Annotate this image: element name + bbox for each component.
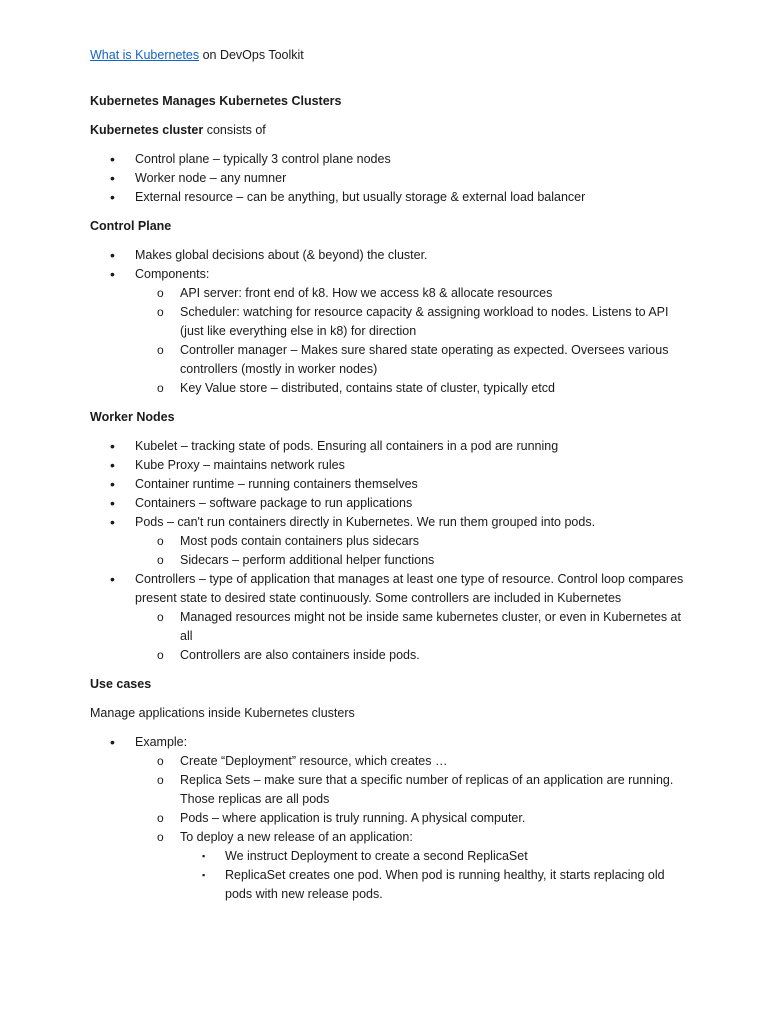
circle-marker: o — [157, 534, 164, 548]
circle-marker: o — [157, 773, 164, 787]
list-item: o Scheduler: watching for resource capacity & assigning workload to nodes. Listens to API (just like everything else in k8) for direction — [157, 305, 669, 338]
list-item: o To deploy a new release of an application: ▪ We instruct Deployment to create a second ReplicaSet ▪ ReplicaSet creates one pod. When pod is running healthy, it starts replacing old pods with new release pods. — [90, 828, 688, 904]
circle-marker: o — [157, 754, 164, 768]
list-item: • Makes global decisions about (& beyond) the cluster. — [110, 247, 428, 263]
bullet-marker: • — [110, 189, 115, 205]
use-cases-list — [90, 733, 688, 904]
header-suffix: on DevOps Toolkit — [199, 48, 304, 62]
bullet-marker: • — [110, 266, 115, 282]
bullet-marker: • — [110, 571, 115, 587]
list-item: o Create “Deployment” resource, which creates … — [90, 752, 688, 771]
list-item: ▪ ReplicaSet creates one pod. When pod is running healthy, it starts replacing old pods with new release pods. — [202, 868, 665, 901]
use-cases-intro: Manage applications inside Kubernetes clusters — [90, 706, 355, 720]
circle-marker: o — [157, 648, 164, 662]
example-sublist — [90, 752, 688, 904]
worker-nodes-list — [90, 437, 688, 665]
bullet-marker: • — [110, 151, 115, 167]
list-item: • Worker node – any numner — [110, 170, 287, 186]
bullet-marker: • — [110, 457, 115, 473]
list-item: • Kubelet – tracking state of pods. Ensuring all containers in a pod are running — [110, 438, 559, 454]
list-item: • External resource – can be anything, but usually storage & external load balancer — [110, 189, 586, 205]
components-sublist — [90, 284, 688, 398]
control-plane-list — [90, 246, 688, 398]
list-item: • Components: o API server: front end of k8. How we access k8 & allocate resources o Scheduler: watching for resource capacity & assigning workload to nodes. Listens to API (just like everything else in k8) for direction o Controller manager – Makes sure shared state operating as expected. Oversees various controllers (mostly in worker nodes) o Key Value store – distributed, contains state of cluster, typically etcd — [90, 265, 688, 398]
bullet-marker: • — [110, 476, 115, 492]
list-item: o Managed resources might not be inside same kubernetes cluster, or even in Kubernetes at all — [157, 610, 681, 643]
circle-marker: o — [157, 286, 164, 300]
list-item: o API server: front end of k8. How we access k8 & allocate resources — [90, 284, 688, 303]
cluster-list — [90, 150, 688, 207]
cluster-intro — [90, 121, 688, 140]
list-item: • Kube Proxy – maintains network rules — [110, 457, 345, 473]
list-item: ▪ We instruct Deployment to create a second ReplicaSet — [90, 847, 688, 866]
bullet-marker: • — [110, 734, 115, 750]
list-item: • Example: o Create “Deployment” resource, which creates … o Replica Sets – make sure that a specific number of replicas of an application are running. Those replicas are all pods o Pods – where application is truly running. A physical computer. o To deploy a new release of an application: ▪ We instruct Deployment to create a second ReplicaSet ▪ ReplicaSet creates one pod. When pod is running healthy, it starts replacing old pods with new release pods. — [90, 733, 688, 904]
cluster-intro-bold: Kubernetes cluster — [90, 123, 204, 137]
what-is-kubernetes-link[interactable]: What is Kubernetes — [90, 48, 200, 62]
list-item: o Controller manager – Makes sure shared state operating as expected. Oversees various controllers (mostly in worker nodes) — [157, 343, 669, 376]
list-item: • Controllers – type of application that manages at least one type of resource. Control loop compares present state to desired state continuously. Some controllers are included in Kubernetes o Managed resources might not be inside same kubernetes cluster, or even in Kubernetes at all o Controllers are also containers inside pods. — [90, 570, 688, 665]
bullet-marker: • — [110, 514, 115, 530]
circle-marker: o — [157, 811, 164, 825]
list-item: • Container runtime – running containers themselves — [110, 476, 418, 492]
list-item: o Key Value store – distributed, contains state of cluster, typically etcd — [90, 379, 688, 398]
section-title: Kubernetes Manages Kubernetes Clusters — [90, 94, 342, 108]
list-item: o Sidecars – perform additional helper functions — [90, 551, 688, 570]
square-marker: ▪ — [202, 870, 206, 880]
circle-marker: o — [157, 305, 164, 319]
circle-marker: o — [157, 610, 164, 624]
bullet-marker: • — [110, 495, 115, 511]
square-marker: ▪ — [202, 851, 206, 861]
cluster-intro-rest: consists of — [203, 123, 266, 137]
circle-marker: o — [157, 381, 164, 395]
circle-marker: o — [157, 553, 164, 567]
use-cases-heading: Use cases — [90, 677, 152, 691]
list-item: o Most pods contain containers plus sidecars — [90, 532, 688, 551]
circle-marker: o — [157, 830, 164, 844]
list-item: o Pods – where application is truly running. A physical computer. — [90, 809, 688, 828]
bullet-marker: • — [110, 170, 115, 186]
bullet-marker: • — [110, 438, 115, 454]
list-item: o Controllers are also containers inside pods. — [90, 646, 688, 665]
control-plane-heading: Control Plane — [90, 219, 172, 233]
list-item: • Control plane – typically 3 control plane nodes — [110, 151, 391, 167]
deploy-sublist — [90, 847, 688, 904]
pods-sublist — [90, 532, 688, 570]
list-item: o Replica Sets – make sure that a specific number of replicas of an application are running. Those replicas are all pods — [157, 773, 674, 806]
controllers-sublist — [90, 608, 688, 665]
bullet-marker: • — [110, 247, 115, 263]
list-item: • Pods – can't run containers directly in Kubernetes. We run them grouped into pods. o Most pods contain containers plus sidecars o Sidecars – perform additional helper functions — [90, 513, 688, 570]
circle-marker: o — [157, 343, 164, 357]
worker-nodes-heading: Worker Nodes — [90, 410, 175, 424]
header-line — [90, 46, 688, 65]
list-item: • Containers – software package to run applications — [110, 495, 413, 511]
